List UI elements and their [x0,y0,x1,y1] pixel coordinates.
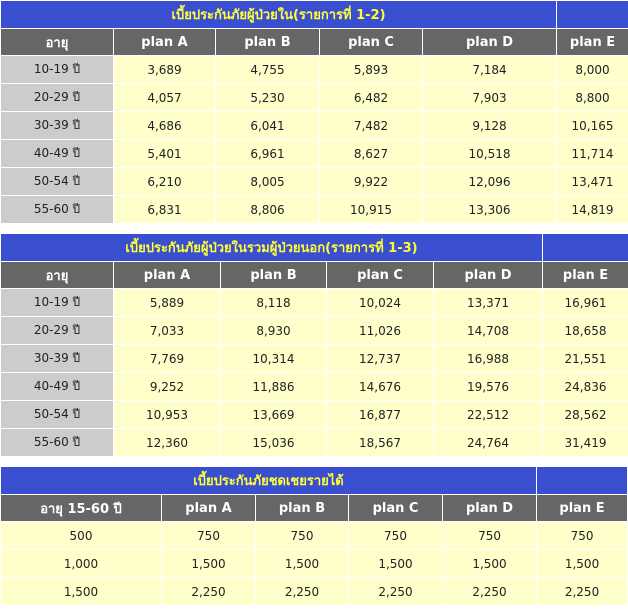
plan-c-cell: 16,877 [327,401,433,428]
plan-e-cell: 2,250 [537,578,627,605]
plan-e-cell: 24,836 [543,373,628,400]
table-row [1,345,628,372]
header-age: อายุ 15-60 ปี [1,495,161,521]
plan-d-cell: 22,512 [434,401,542,428]
table-title-row [1,1,628,28]
header-plan-e: plan E [557,29,628,55]
table-header-row [1,29,628,55]
plan-a-cell: 7,769 [114,345,220,372]
plan-a-cell: 2,250 [162,578,255,605]
header-plan-e: plan E [543,262,628,288]
coverage-cell: 1,500 [1,578,161,605]
age-cell: 55-60 ปี [1,196,113,223]
age-cell: 50-54 ปี [1,168,113,195]
plan-d-cell: 1,500 [443,550,536,577]
table-title: เบี้ยประกันภัยชดเชยรายได้ [1,467,536,494]
plan-e-cell: 14,819 [557,196,628,223]
plan-c-cell: 6,482 [320,84,422,111]
plan-a-cell: 4,057 [114,84,215,111]
header-plan-c: plan C [349,495,442,521]
plan-c-cell: 8,627 [320,140,422,167]
table-row [1,140,628,167]
plan-b-cell: 13,669 [221,401,326,428]
plan-d-cell: 7,903 [423,84,556,111]
plan-a-cell: 6,210 [114,168,215,195]
plan-b-cell: 4,755 [216,56,319,83]
table-row [1,429,628,456]
plan-a-cell: 7,033 [114,317,220,344]
age-cell: 40-49 ปี [1,140,113,167]
plan-c-cell: 11,026 [327,317,433,344]
age-cell: 50-54 ปี [1,401,113,428]
table-row [1,522,627,549]
plan-c-cell: 10,024 [327,289,433,316]
plan-a-cell: 5,401 [114,140,215,167]
table-header-row [1,495,627,521]
plan-e-cell: 13,471 [557,168,628,195]
header-plan-b: plan B [216,29,319,55]
plan-b-cell: 6,041 [216,112,319,139]
table-title-row [1,234,628,261]
plan-d-cell: 16,988 [434,345,542,372]
plan-d-cell: 9,128 [423,112,556,139]
table-title: เบี้ยประกันภัยผู้ป่วยใน(รายการที่ 1-2) [1,1,556,28]
plan-d-cell: 19,576 [434,373,542,400]
table-row [1,550,627,577]
plan-a-cell: 1,500 [162,550,255,577]
plan-b-cell: 10,314 [221,345,326,372]
table-row [1,168,628,195]
plan-b-cell: 8,930 [221,317,326,344]
plan-c-cell: 12,737 [327,345,433,372]
age-cell: 40-49 ปี [1,373,113,400]
plan-e-cell: 10,165 [557,112,628,139]
header-plan-b: plan B [256,495,348,521]
plan-c-cell: 1,500 [349,550,442,577]
age-cell: 20-29 ปี [1,317,113,344]
plan-e-cell: 21,551 [543,345,628,372]
plan-a-cell: 10,953 [114,401,220,428]
plan-d-cell: 10,518 [423,140,556,167]
table-title-row [1,467,627,494]
table-row [1,56,628,83]
plan-a-cell: 3,689 [114,56,215,83]
table-row [1,112,628,139]
income-compensation-premium-table [0,466,628,606]
header-plan-a: plan A [114,262,220,288]
plan-d-cell: 13,371 [434,289,542,316]
plan-a-cell: 9,252 [114,373,220,400]
age-cell: 10-19 ปี [1,56,113,83]
header-plan-d: plan D [443,495,536,521]
plan-b-cell: 8,806 [216,196,319,223]
plan-d-cell: 750 [443,522,536,549]
plan-d-cell: 13,306 [423,196,556,223]
header-plan-e: plan E [537,495,627,521]
plan-b-cell: 750 [256,522,348,549]
plan-e-cell: 31,419 [543,429,628,456]
table-row [1,289,628,316]
plan-c-cell: 5,893 [320,56,422,83]
table-row [1,401,628,428]
plan-d-cell: 2,250 [443,578,536,605]
plan-a-cell: 12,360 [114,429,220,456]
plan-b-cell: 6,961 [216,140,319,167]
age-cell: 55-60 ปี [1,429,113,456]
plan-b-cell: 5,230 [216,84,319,111]
plan-e-cell: 8,000 [557,56,628,83]
plan-e-cell: 16,961 [543,289,628,316]
age-cell: 10-19 ปี [1,289,113,316]
header-plan-d: plan D [434,262,542,288]
plan-b-cell: 1,500 [256,550,348,577]
age-cell: 30-39 ปี [1,345,113,372]
plan-b-cell: 8,005 [216,168,319,195]
age-cell: 30-39 ปี [1,112,113,139]
plan-e-cell: 8,800 [557,84,628,111]
plan-c-cell: 9,922 [320,168,422,195]
plan-a-cell: 750 [162,522,255,549]
table-row [1,578,627,605]
plan-a-cell: 6,831 [114,196,215,223]
plan-c-cell: 18,567 [327,429,433,456]
plan-c-cell: 2,250 [349,578,442,605]
table-row [1,196,628,223]
header-age: อายุ [1,29,113,55]
header-plan-c: plan C [320,29,422,55]
table-row [1,373,628,400]
plan-e-cell: 18,658 [543,317,628,344]
inpatient-outpatient-premium-table [0,233,628,457]
plan-e-cell: 750 [537,522,627,549]
plan-d-cell: 14,708 [434,317,542,344]
plan-e-cell: 11,714 [557,140,628,167]
plan-d-cell: 7,184 [423,56,556,83]
plan-e-cell: 28,562 [543,401,628,428]
plan-a-cell: 5,889 [114,289,220,316]
header-age: อายุ [1,262,113,288]
plan-e-cell: 1,500 [537,550,627,577]
plan-c-cell: 7,482 [320,112,422,139]
plan-d-cell: 24,764 [434,429,542,456]
coverage-cell: 1,000 [1,550,161,577]
header-plan-a: plan A [114,29,215,55]
plan-b-cell: 2,250 [256,578,348,605]
header-plan-d: plan D [423,29,556,55]
coverage-cell: 500 [1,522,161,549]
plan-b-cell: 15,036 [221,429,326,456]
table-row [1,84,628,111]
plan-a-cell: 4,686 [114,112,215,139]
table-title: เบี้ยประกันภัยผู้ป่วยในรวมผู้ป่วยนอก(รายการที่ 1-3) [1,234,542,261]
inpatient-premium-table [0,0,628,224]
plan-c-cell: 14,676 [327,373,433,400]
plan-c-cell: 750 [349,522,442,549]
plan-c-cell: 10,915 [320,196,422,223]
table-header-row [1,262,628,288]
plan-d-cell: 12,096 [423,168,556,195]
plan-b-cell: 11,886 [221,373,326,400]
header-plan-a: plan A [162,495,255,521]
table-row [1,317,628,344]
header-plan-b: plan B [221,262,326,288]
plan-b-cell: 8,118 [221,289,326,316]
header-plan-c: plan C [327,262,433,288]
age-cell: 20-29 ปี [1,84,113,111]
